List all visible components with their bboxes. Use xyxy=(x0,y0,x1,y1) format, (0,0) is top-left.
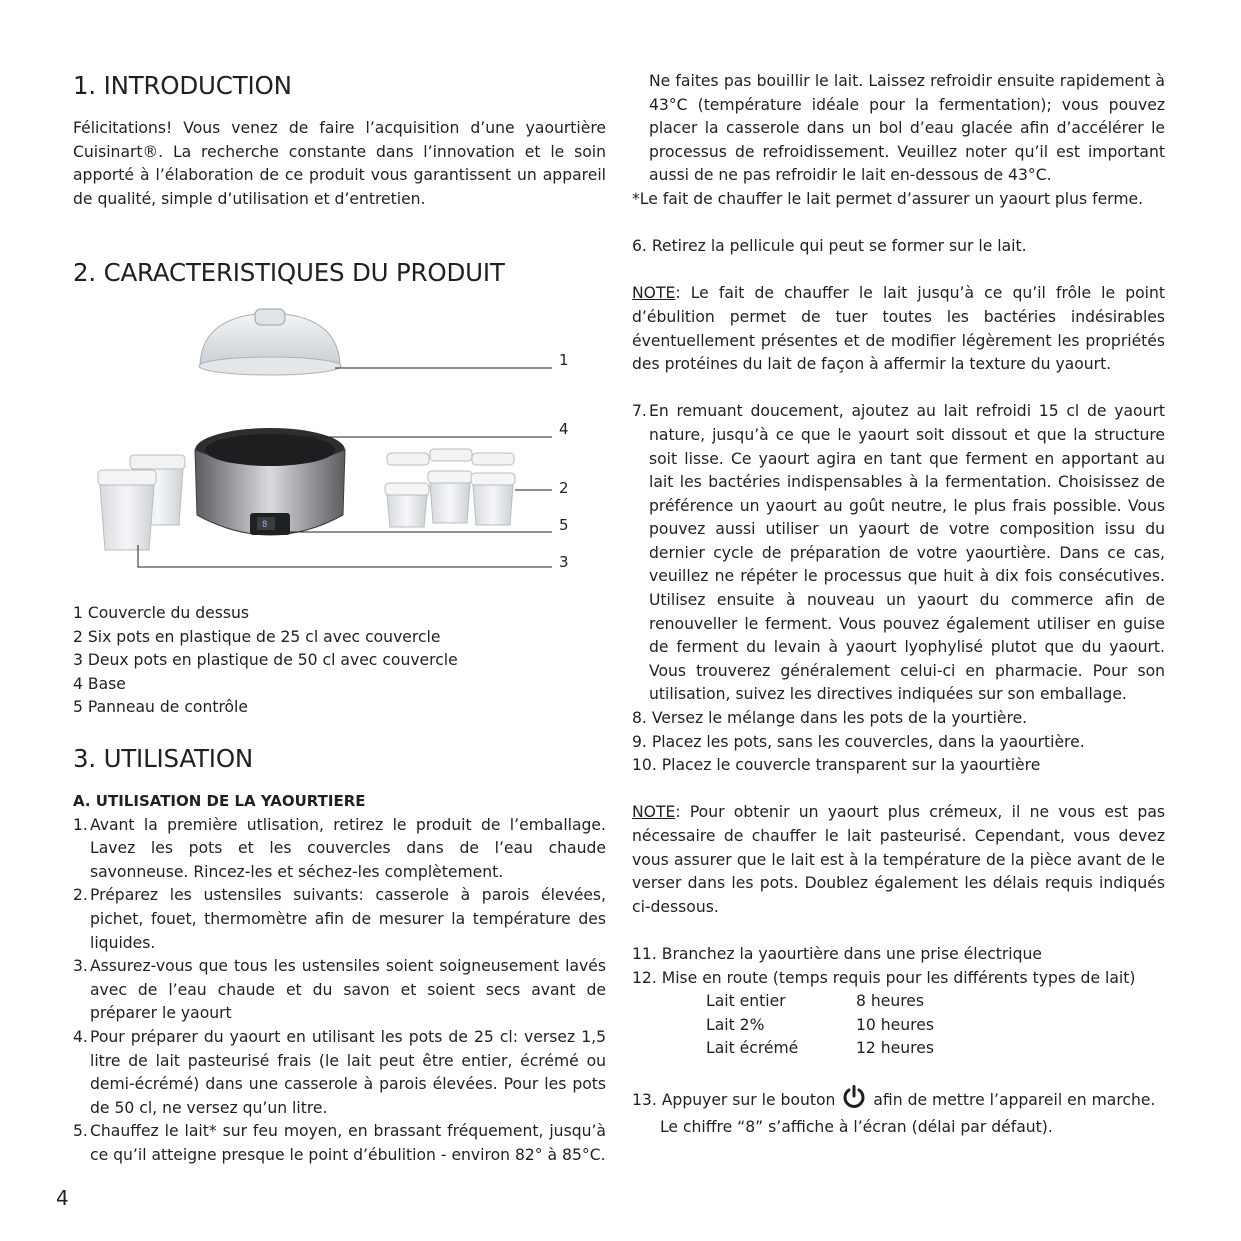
page-number: 4 xyxy=(56,1186,69,1210)
features-item: 2 Six pots en plastique de 25 cl avec couvercle xyxy=(73,627,441,646)
features-list xyxy=(73,602,606,720)
list-item: 5. Chauffez le lait* sur feu moyen, en brassant fréquement, jusqu’à ce qu’il atteigne presque le point d’ébulition - environ 82° à 85°C. xyxy=(73,1122,606,1164)
large-jars xyxy=(98,455,185,550)
usage-steps-left xyxy=(73,790,606,1168)
intro-title: 1. INTRODUCTION xyxy=(73,71,292,100)
list-item: 1. Avant la première utlisation, retirez le produit de l’emballage. Lavez les pots et les couvercles dans de l’eau chaude savonneuse. Rincez-les et séchez-les complètement. xyxy=(73,815,606,881)
usage-title: 3. UTILISATION xyxy=(73,744,254,773)
features-item: 3 Deux pots en plastique de 50 cl avec couvercle xyxy=(73,651,458,670)
footnote: *Le fait de chauffer le lait permet d’assurer un yaourt plus ferme. xyxy=(632,189,1144,208)
list-item: Le chiffre “8” s’affiche à l’écran (délai par défaut). xyxy=(660,1118,1053,1137)
callout-5: 5 xyxy=(559,516,569,534)
power-icon xyxy=(842,1085,866,1117)
features-item: 1 Couvercle du dessus xyxy=(73,604,250,622)
callout-4: 4 xyxy=(559,420,569,438)
product-figure xyxy=(90,305,590,580)
intro-text: Félicitations! Vous venez de faire l’acquisition d’une yaourtière Cuisinart®. La recherche constante dans l’innovation et le soin apporté à l’élaboration de ce produit vous garantissent un appareil de qualité, simple d’utilisation et d’entretien. xyxy=(73,119,606,208)
features-item: 4 Base xyxy=(73,674,126,693)
callout-3: 3 xyxy=(559,553,569,571)
features-title: 2. CARACTERISTIQUES DU PRODUIT xyxy=(73,258,505,287)
list-item: 8. Versez le mélange dans les pots de la yourtière. xyxy=(632,709,1028,728)
list-item: 3. Assurez-vous que tous les ustensiles soient soigneusement lavés avec de l’eau chaude et du savon et soient secs avant de préparer le yaourt xyxy=(73,957,606,1023)
milk-times-table xyxy=(706,990,934,1061)
note-1: NOTE: Le fait de chauffer le lait jusqu’à ce qu’il frôle le point d’ébulition permet de tuer toutes les bactéries indésirables éventuellement présentes et de modifier légèrement les propriétés des protéines du lait de façon à affermir la texture du yaourt. xyxy=(632,284,1165,374)
step5-continuation: Ne faites pas bouillir le lait. Laissez refroidir ensuite rapidement à 43°C (température idéale pour la fermentation); vous pouvez placer la casserole dans un bol d’eau glacée afin d’accélérer le processus de refroidissement. Veuillez noter qu’il est important aussi de ne pas refroidir le lait en-dessous de 43°C. xyxy=(649,72,1165,185)
brand-logo: Cuisinart xyxy=(255,539,287,547)
list-item: 11. Branchez la yaourtière dans une prise électrique xyxy=(632,944,1042,963)
list-item: 7. En remuant doucement, ajoutez au lait refroidi 15 cl de yaourt nature, jusqu’à ce que le yaourt soit dissout et que la structure soit lisse. Ce yaourt agira en tant que ferment en apportant au lait les bactéries indispensables à la fermentation. Choisissez de préférence un yaourt au goût neutre, le plus frais possible. Vous pouvez aussi utiliser un yaourt de votre composition issu du dernier cycle de préparation de votre yaourtière. Dans ce cas, veuillez ne répéter le processus que huit à dix fois consécutives. Utilisez ensuite à nouveau un yaourt du commerce afin de renouveller le ferment. Vous pouvez également utiliser en guise de ferment du levain à yaourt lyophylisé plutot que du yaourt. Vous trouverez généralement celui-ci en pharmacie. Pour son utilisation, suivez les directives indiquées sur son emballage. xyxy=(632,402,1165,704)
callout-2: 2 xyxy=(559,479,569,497)
yogurt-maker-illustration xyxy=(90,305,590,580)
base-unit xyxy=(195,428,345,547)
list-item: 2. Préparez les ustensiles suivants: casserole à parois élevées, pichet, fouet, thermomètre afin de mesurer la température des liquides. xyxy=(73,886,606,952)
note-2: NOTE: Pour obtenir un yaourt plus crémeux, il ne vous est pas nécessaire de chauffer le lait pasteurisé. Cependant, vous devez vous assurer que le lait est à la température de la pièce avant de le verser dans les pots. Doublez également les délais requis indiqués ci-dessous. xyxy=(632,803,1165,916)
table-row: Lait écrémé 12 heures xyxy=(706,1039,934,1058)
usage-steps-right xyxy=(632,70,1165,1140)
list-item: 9. Placez les pots, sans les couvercles, dans la yaourtière. xyxy=(632,732,1085,751)
table-row: Lait 2% 10 heures xyxy=(706,1015,934,1034)
list-item: 6. Retirez la pellicule qui peut se former sur le lait. xyxy=(632,237,1027,256)
list-item: 13. Appuyer sur le bouton afin de mettre l’appareil en marche. xyxy=(632,1085,1165,1117)
lid-dome xyxy=(199,309,341,375)
small-jars xyxy=(385,449,515,527)
list-item: 12. Mise en route (temps requis pour les différents types de lait) xyxy=(632,968,1136,987)
callout-1: 1 xyxy=(559,351,569,369)
display-digit: 8 xyxy=(262,520,268,530)
table-row: Lait entier 8 heures xyxy=(706,992,925,1011)
list-item: 4. Pour préparer du yaourt en utilisant les pots de 25 cl: versez 1,5 litre de lait pasteurisé frais (le lait peut être entier, écrémé ou demi-écrémé) dans une casserole à parois élevées. Pour les pots de 50 cl, ne versez qu’un litre. xyxy=(73,1027,606,1117)
list-item: 10. Placez le couvercle transparent sur la yaourtière xyxy=(632,756,1041,775)
features-item: 5 Panneau de contrôle xyxy=(73,698,248,717)
usage-subtitle: A. UTILISATION DE LA YAOURTIERE xyxy=(73,792,366,810)
